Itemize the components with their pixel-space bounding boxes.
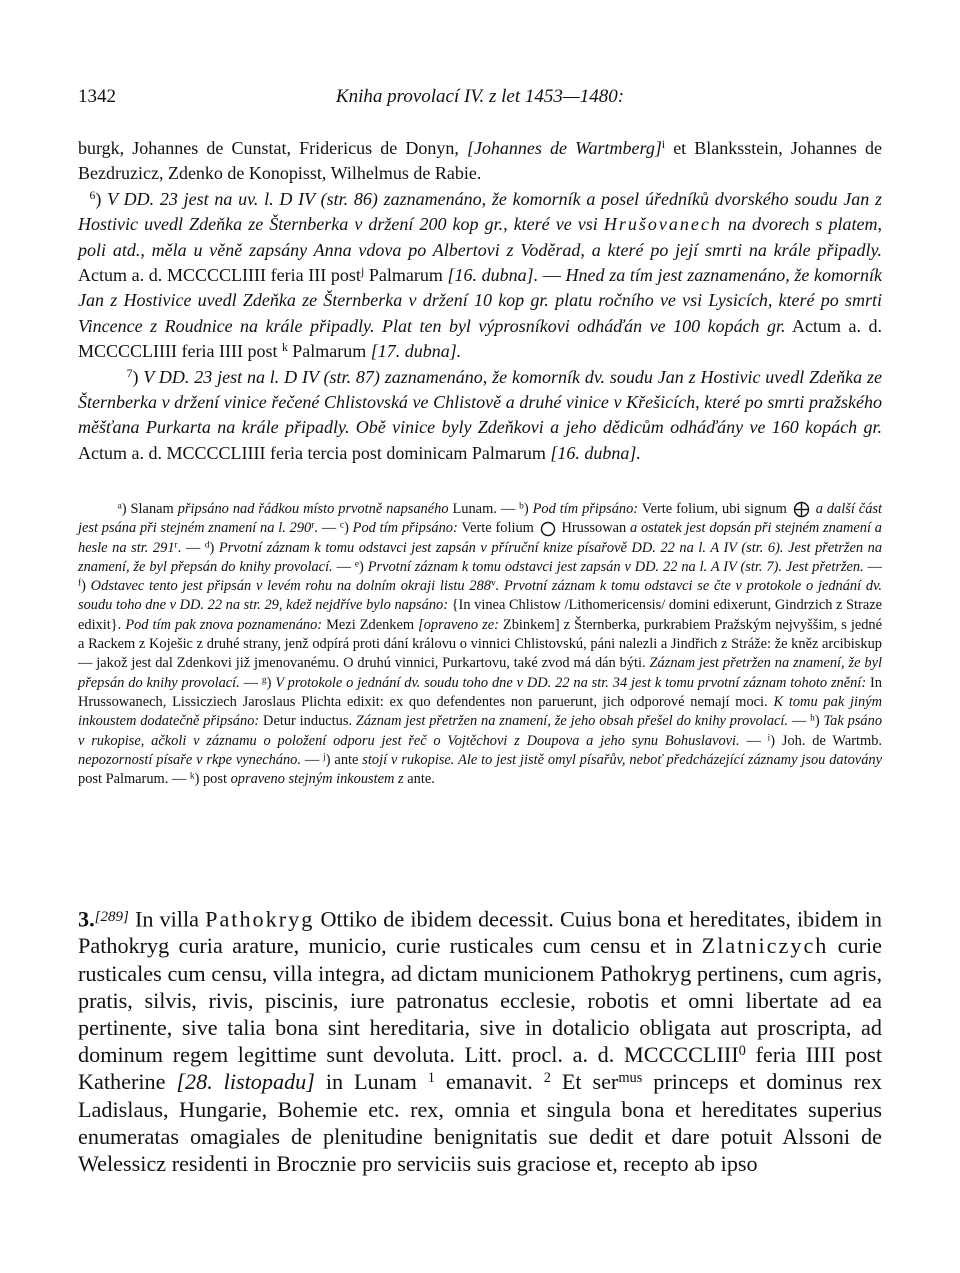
place-name: Pathokryg [205, 906, 315, 932]
place-name: Hrušovanech [603, 214, 722, 235]
footnote-mark: 2 [543, 1070, 551, 1087]
footnote-mark: k [281, 341, 288, 355]
footnote-mark: 1 [427, 1070, 435, 1087]
footnote-text: $^a$) Slanam připsáno nad řádkou místo prvotně napsaného Lunam. — $^b$) Pod tím připsáno: Verte folium, ubi signum a další část jest psána při stejném znamení na l. 290$^r$. — $^c$) Pod tím připsáno: Verte folium Hrussowan a ostatek jest dopsán při stejném znamení a hesle na str. 291$^r$. — $^d$) Prvotní záznam k tomu odstavci jest zapsán v příruční knize písařově DD. 22 na l. A IV (str. 6). Jest přetržen na znamení, že byl přepsán do knihy provolací. — $^e$) Prvotní záznam k tomu odstavci jest zapsán v DD. 22 na l. A IV (str. 7). Jest přetržen. — $^f$) Odstavec tento jest připsán v levém rohu na dolním okraji listu 288$^v$. Prvotní záznam k tomu odstavci se čte v protokole o jednání dv. soudu toho dne v DD. 22 na str. 29, kdež nejdříve bylo napsáno: {In vinea Chlistow /Lithomericensis/ domini edixerunt, Gindrzich z Straze edixit}. Pod tím pak znova poznamenáno: Mezi Zdenkem [opraveno ze: Zbinkem] z Šternberka, purkrabiem Pražským nejvyššim, s jedné a Rackem z Koješic z druhé strany, jenž odpírá proti dání královu o vinnici Chlistovskú, páni nalezli a Jindřich z Stráže: že kněz arcibiskup — jakož jest dal Zdenkovi již jmenovanému. O druhú vinnici, Purkartovu, také zvod má dán býti. Záznam jest přetržen na znamení, že byl přepsán do knihy provolací. — $^g$) V protokole o jednání dv. soudu toho dne v DD. 22 na str. 34 jest k tomu prvotní záznam tohoto znění: In Hrussowanech, Lissicziech Jaroslaus Plichta edixit: ex quo defendentes non paruerunt, jich odporové nemají moci. K tomu pak jiným inkoustem dodatečně připsáno: Detur inductus. Záznam jest přetržen na znamení, že jeho obsah přešel do knihy provolací. — $^h$) Tak psáno v rukopise, ačkoli v záznamu o položení odporu jest řeč o Vojtěchovi z Doupova a jeho synu Bohuslavovi. — $^i$) Joh. de Wartmb. nepozorností písaře v rkpe vynecháno. — $^j$) ante stojí v rukopise. Ale to jest jistě omyl písařův, neboť předcházející záznamy jsou datovány post Palmarum. — $^k$) post opraveno stejným inkoustem z ante. [78, 501, 883, 788]
note-number: 7 [126, 366, 133, 380]
place-name: Zlatniczych [701, 933, 829, 959]
main-text [78, 136, 882, 466]
footnote-mark: j [360, 265, 365, 279]
date-note: [28. listopadu] [176, 1069, 315, 1095]
footnotes [78, 500, 882, 789]
entry-number: 3. [78, 906, 95, 932]
circle-icon [540, 521, 556, 537]
entry-text: 3.[289] In villa Pathokryg Ottiko de ibidem decessit. Cuius bona et hereditates, ibidem in Pathokryg curia arature, municio, curie rusticales cum censu et in Zlatniczych curie rusticales cum censu, villa integra, ad dictam municionem Pathokryg pertinens, cum agris, pratis, silvis, rivis, piscinis, iure patronatus ecclesie, robotis et omni libertate ad ea pertinente, sive talia bona sint hereditaria, sive in dotalicio obligata aut proscripta, ad dominum regem legittime sunt devoluta. Litt. procl. a. d. MCCCCLIII$^0$ feria IIII post Katherine [28. listopadu] in Lunam $^1$ emanavit. $^2$ Et ser$^{mus}$ princeps et dominus rex Ladislaus, Hungarie, Bohemie etc. rex, omnia et singula bona et hereditates superius enumeratas omagiales de plenitudine benignitatis sue dedit et dare potuit Alssoni de Welessicz residenti in Brocznie pro serviciis suis graciose et, recepto ab ipso [78, 906, 883, 1177]
crossed-circle-icon [793, 501, 810, 518]
running-title: Kniha provolací IV. z let 1453—1480: [335, 86, 625, 107]
note-number: 6 [89, 188, 96, 202]
page-header [78, 86, 882, 114]
entry-3 [78, 904, 882, 1177]
paragraph-1: burgk, Johannes de Cunstat, Fridericus de Donyn, [Johannes de Wartmberg]$^i$ et Blanksstein, Johannes de Bezdruzicz, Zdenko de Konopisst, Wilhelmus de Rabie. [78, 138, 883, 184]
page-number: 1342 [78, 86, 116, 107]
footnote-mark: i [661, 138, 666, 152]
folio-ref: [289] [94, 909, 129, 925]
paragraph-note-6: $^6$) V DD. 23 jest na uv. l. D IV (str. 86) zaznamenáno, že komorník a posel úředníků dvorského soudu Jan z Hostivic uvedl Zdeňka ze Šternberka v držení 200 kop gr., které ve vsi Hrušovanech na dvorech s platem, poli atd., měla u věně zapsány Anna vdova po Albertovi z Voděrad, a které po její smrti na krále připadly. Actum a. d. MCCCCLIIII feria III post$^j$ Palmarum [16. dubna]. — Hned za tím jest zaznamenáno, že komorník Jan z Hostivice uvedl Zdeňka ze Šternberka v držení 10 kop gr. platu ročního ve vsi Lysicích, které po smrti Vincence z Roudnice na krále připadly. Plat ten byl výprosníkovi odháďán ve 100 kopách gr. Actum a. d. MCCCCLIIII feria IIII post $^k$ Palmarum [17. dubna]. [78, 188, 883, 362]
paragraph-note-7: $^7$) V DD. 23 jest na l. D IV (str. 87) zaznamenáno, že komorník dv. soudu Jan z Hostivic uvedl Zdeňka ze Šternberka v držení vinice řečené Chlistovská ve Chlistově a druhé vinice v Křešicích, které po smrti pražského měšťana Purkarta na krále připadly. Obě vinice byly Zdeňkovi a jeho dědicům odháďány ve 160 kopách gr. Actum a. d. MCCCCLIIII feria tercia post dominicam Palmarum [16. dubna]. [78, 366, 882, 463]
